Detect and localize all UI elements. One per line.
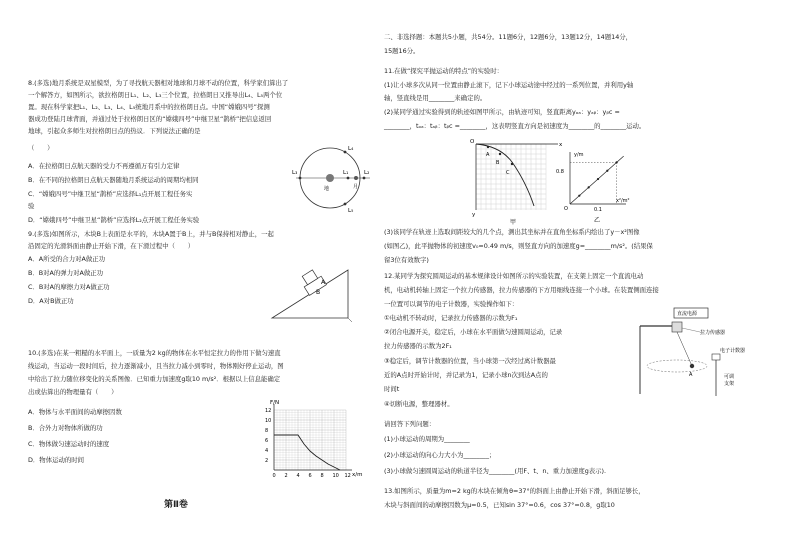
lagrange-diagram	[290, 140, 374, 220]
q12-line-3: 一位置可以调节的电子计数器，实验操作如下：	[384, 300, 519, 308]
l4-point	[344, 151, 347, 154]
q8-line-1: 8.(多选)地月系统是双星模型，为了寻找航天器相对地球和月球不动的位置，科学家们算出了	[28, 79, 289, 87]
q10-option-c: C．物体做匀速运动时的速度	[28, 440, 110, 448]
yi-data-point	[588, 186, 590, 188]
yi-data-point	[597, 178, 599, 180]
y-x2-figure-yi	[550, 148, 640, 224]
point-a-label: A	[689, 372, 693, 378]
l3-label: L₃	[292, 170, 298, 176]
q10-line-3: 中给出了拉力随位移变化的关系图像．已知重力加速度g取10 m/s²．根据以上信息能确定	[28, 375, 281, 383]
q8-option-d: D．“嫦娥四号”中继卫星“鹊桥”应选择L₂点开展工程任务实验	[28, 216, 200, 224]
yi-data-point	[578, 195, 580, 197]
jia-y-label: y	[472, 212, 476, 218]
q12-step-3-cont: 近的A点时开始计时，并记录为1，记录小球n次到达A点的	[384, 371, 548, 379]
y-tick-label: 4	[265, 448, 269, 454]
q12-question-intro: 请回答下列问题：	[384, 420, 436, 428]
block-a-label: A	[321, 279, 326, 286]
jia-caption: 甲	[510, 219, 517, 226]
l4-label: L₄	[348, 146, 354, 152]
q12-question-3: (3)小球做匀速圆周运动的轨道半径为________(用F、t、n、重力加速度g表示).	[384, 467, 607, 475]
x-tick-label: 4	[296, 473, 300, 479]
jia-b-label: B	[496, 160, 500, 166]
q11-part3-line-3: 留3位有效数字)	[384, 256, 429, 264]
q8-line-3: 置。现在科学家把L₁、L₂、L₃、L₄、L₅统地月系中的拉格朗日点。中国“嫦娥四号”探测	[28, 103, 270, 111]
sensor-pointer	[682, 328, 700, 332]
l3-point	[299, 177, 302, 180]
q8-option-c-cont: 验	[28, 202, 35, 210]
y-tick-label: 8	[265, 428, 269, 434]
l2-label: L₂	[364, 170, 370, 176]
moon-label: 月	[353, 184, 359, 190]
q8-line-5: 地球，引起众多师生对拉格朗日点的热议．下列说法正确的是	[28, 127, 201, 135]
sensor-label: 拉力传感器	[700, 330, 726, 336]
counter-label: 电子计数器	[720, 348, 746, 354]
q9-option-b: B．B对A的弹力对A做正功	[28, 269, 104, 277]
q12-step-1: ①电动机不转动时，记录拉力传感器的示数为F₁	[384, 314, 518, 322]
yi-fit-line	[570, 156, 624, 204]
force-displacement-chart	[248, 398, 368, 482]
y-tick-label: 10	[265, 418, 272, 424]
q8-line-4: 器成功登陆月球背面，并通过处于拉格朗日区的“嫦娥四号”中继卫星“鹊桥”把信息返回	[28, 115, 272, 123]
q8-blank: （ ）	[28, 144, 54, 152]
apparatus-diagram	[634, 304, 764, 400]
q10-line-1: 10.(多选)在某一粗糙的水平面上，一质量为2 kg的物体在水平恒定拉力的作用下做匀速直	[28, 349, 281, 357]
y-tick-label: 12	[265, 408, 272, 414]
q9-option-a: A．A所受的合力对A做正功	[28, 255, 106, 263]
q12-step-4: ④切断电源，整理器材。	[384, 400, 454, 408]
x-tick-label: 6	[308, 473, 312, 479]
left-column	[28, 0, 368, 560]
q11-line-1: 11.在做“探究平抛运动的特点”的实验时：	[384, 67, 504, 75]
jia-x-label: x	[559, 142, 563, 148]
part2-header-1: 二、非选择题：本题共5小题，共54分。11题6分，12题6分，13题12分，14题14分，	[384, 33, 633, 41]
q13-line-1: 13.如图所示，质量为m=2 kg的木块在倾角θ=37°的斜面上由静止开始下滑，斜面足够长，	[384, 487, 645, 495]
q13-line-2: 木块与斜面间的动摩擦因数为μ=0.5，已知sin 37°=0.6，cos 37°=0.8，g取10	[384, 501, 615, 509]
ball-icon	[690, 364, 694, 368]
l2-point	[363, 177, 366, 180]
earth-label: 地	[324, 186, 330, 192]
q10-option-b: B．合外力对物体所做的功	[28, 424, 103, 432]
x-tick-label: 8	[320, 473, 324, 479]
q12-question-2: (2)小球运动的向心力大小为________；	[384, 451, 496, 459]
q12-step-2: ②闭合电源开关，稳定后，小球在水平面做匀速圆周运动，记录	[384, 328, 563, 336]
x-tick-label: 2	[284, 473, 288, 479]
yi-data-point	[616, 161, 618, 163]
right-column	[384, 0, 766, 560]
incline-diagram	[268, 254, 352, 322]
q12-step-3: ③稳定后，调节计数器的位置，当小球第一次经过离计数器最	[384, 357, 556, 365]
q11-line-3: 轴，竖直线是用________来确定的。	[384, 94, 487, 102]
stand-label: 支架	[724, 381, 735, 387]
x-tick-label: 10	[332, 473, 339, 479]
x-tick-label: 12	[344, 473, 351, 479]
yi-data-point	[606, 170, 608, 172]
l1-point	[347, 177, 350, 180]
yi-y-mark: 0.8	[556, 169, 564, 175]
motor-icon	[672, 322, 682, 332]
jia-c-label: C	[506, 170, 510, 176]
q11-part3-line-1: (3)该同学在轨迹上选取间距较大的几个点，测出其坐标并在直角坐标系内绘出了y－x²图像	[384, 228, 640, 236]
q12-line-1: 12.某同学为探究圆周运动的基本规律设计如图所示的实验装置，在支架上固定一个直流电动	[384, 272, 644, 280]
trajectory-figure-jia	[460, 136, 564, 226]
yi-y-label: y/m	[574, 152, 584, 158]
jia-point-c	[511, 163, 513, 165]
section-title: 第Ⅱ卷	[164, 500, 188, 510]
string	[677, 332, 692, 366]
yi-origin: O	[564, 206, 568, 212]
counter-icon	[712, 354, 720, 360]
x-tick-label: 0	[272, 473, 276, 479]
dc-power-label: 直流电源	[677, 311, 698, 317]
adjustable-label: 可调	[724, 374, 735, 380]
l5-point	[344, 203, 347, 206]
earth-symbol	[326, 174, 334, 182]
yi-x-label: x²/m²	[616, 198, 630, 204]
q9-option-d: D．A对B做正功	[28, 297, 74, 305]
q12-line-2: 机，电动机转轴上固定一个拉力传感器，拉力传感器的下方用细线连接一个小球。在装置侧面连接	[384, 286, 659, 294]
jia-trajectory	[476, 144, 534, 206]
q9-line-1: 9.(多选)如图所示，木块B上表面是水平的，木块A置于B上，并与B保持相对静止，一起	[28, 230, 274, 238]
q11-part3-line-2: (如图乙)，此平抛物体的初速度v₀=0.49 m/s，则竖直方向的加速度g=________m/s²。(结果保	[384, 242, 653, 250]
q11-line-4: (2)某同学通过实验得到的轨迹如图甲所示，由轨迹可知，竖直距离yₒₐ：yₐᵦ：yᵦᴄ =	[384, 108, 620, 116]
l5-label: L₅	[348, 208, 354, 214]
q10-line-4: 出或估算出的物理量有（ ）	[28, 388, 118, 396]
circular-path	[647, 360, 707, 372]
q12-step-2-cont: 拉力传感器的示数为2F₁	[384, 342, 452, 350]
jia-a-label: A	[486, 152, 490, 158]
y-tick-label: 2	[265, 458, 269, 464]
q12-step-3-cont2: 时间t	[384, 385, 400, 393]
q10-option-d: D．物体运动的时间	[28, 456, 85, 464]
q8-option-b: B．在不同的拉格朗日点航天器随地月系统运动的周期均相同	[28, 176, 199, 184]
x-axis-label: x/m	[352, 472, 363, 478]
y-axis-label: F/N	[270, 400, 280, 406]
q11-line-2: (1)让小球多次从同一位置由静止滚下，记下小球运动途中经过的一系列位置，并利用y轴	[384, 81, 634, 89]
q12-question-1: (1)小球运动的周期为________	[384, 435, 470, 443]
q10-line-2: 线运动，当运动一段时间后，拉力逐渐减小，且当拉力减小到零时，物体刚好停止运动，图	[28, 362, 284, 370]
jia-point-b	[499, 153, 501, 155]
l1-label: L₁	[343, 170, 349, 176]
q9-line-2: 沿固定的光滑斜面由静止开始下滑，在下滑过程中（ ）	[28, 242, 195, 250]
yi-caption: 乙	[594, 217, 601, 224]
q11-line-5: ________，tₒₐ：tₐᵦ：tᵦᴄ =________，这表明竖直方向是初速度为________的________运动。	[384, 122, 646, 130]
jia-origin-label: O	[470, 139, 475, 145]
yi-x-mark: 0.1	[594, 207, 602, 213]
q8-option-c: C．“嫦娥四号”中继卫星“鹊桥”应选择L₁点开展工程任务实	[28, 190, 193, 198]
q9-option-c: C．B对A的摩擦力对A做正功	[28, 283, 110, 291]
part2-header-2: 15题16分。	[384, 47, 420, 55]
block-b-label: B	[316, 289, 321, 296]
q8-line-2: 一个解答方，如图所示，欲拉格朗日L₁、L₂、L₃三个位置，拉格朗日又推导出L₄、L₅两个位	[28, 91, 283, 99]
jia-point-a	[487, 146, 489, 148]
moon-symbol	[354, 176, 358, 180]
q10-option-a: A．物体与水平面间的动摩擦因数	[28, 408, 122, 416]
q8-option-a: A．在拉格朗日点航天器的受力不再遵循万有引力定律	[28, 162, 180, 170]
y-tick-label: 6	[265, 438, 269, 444]
